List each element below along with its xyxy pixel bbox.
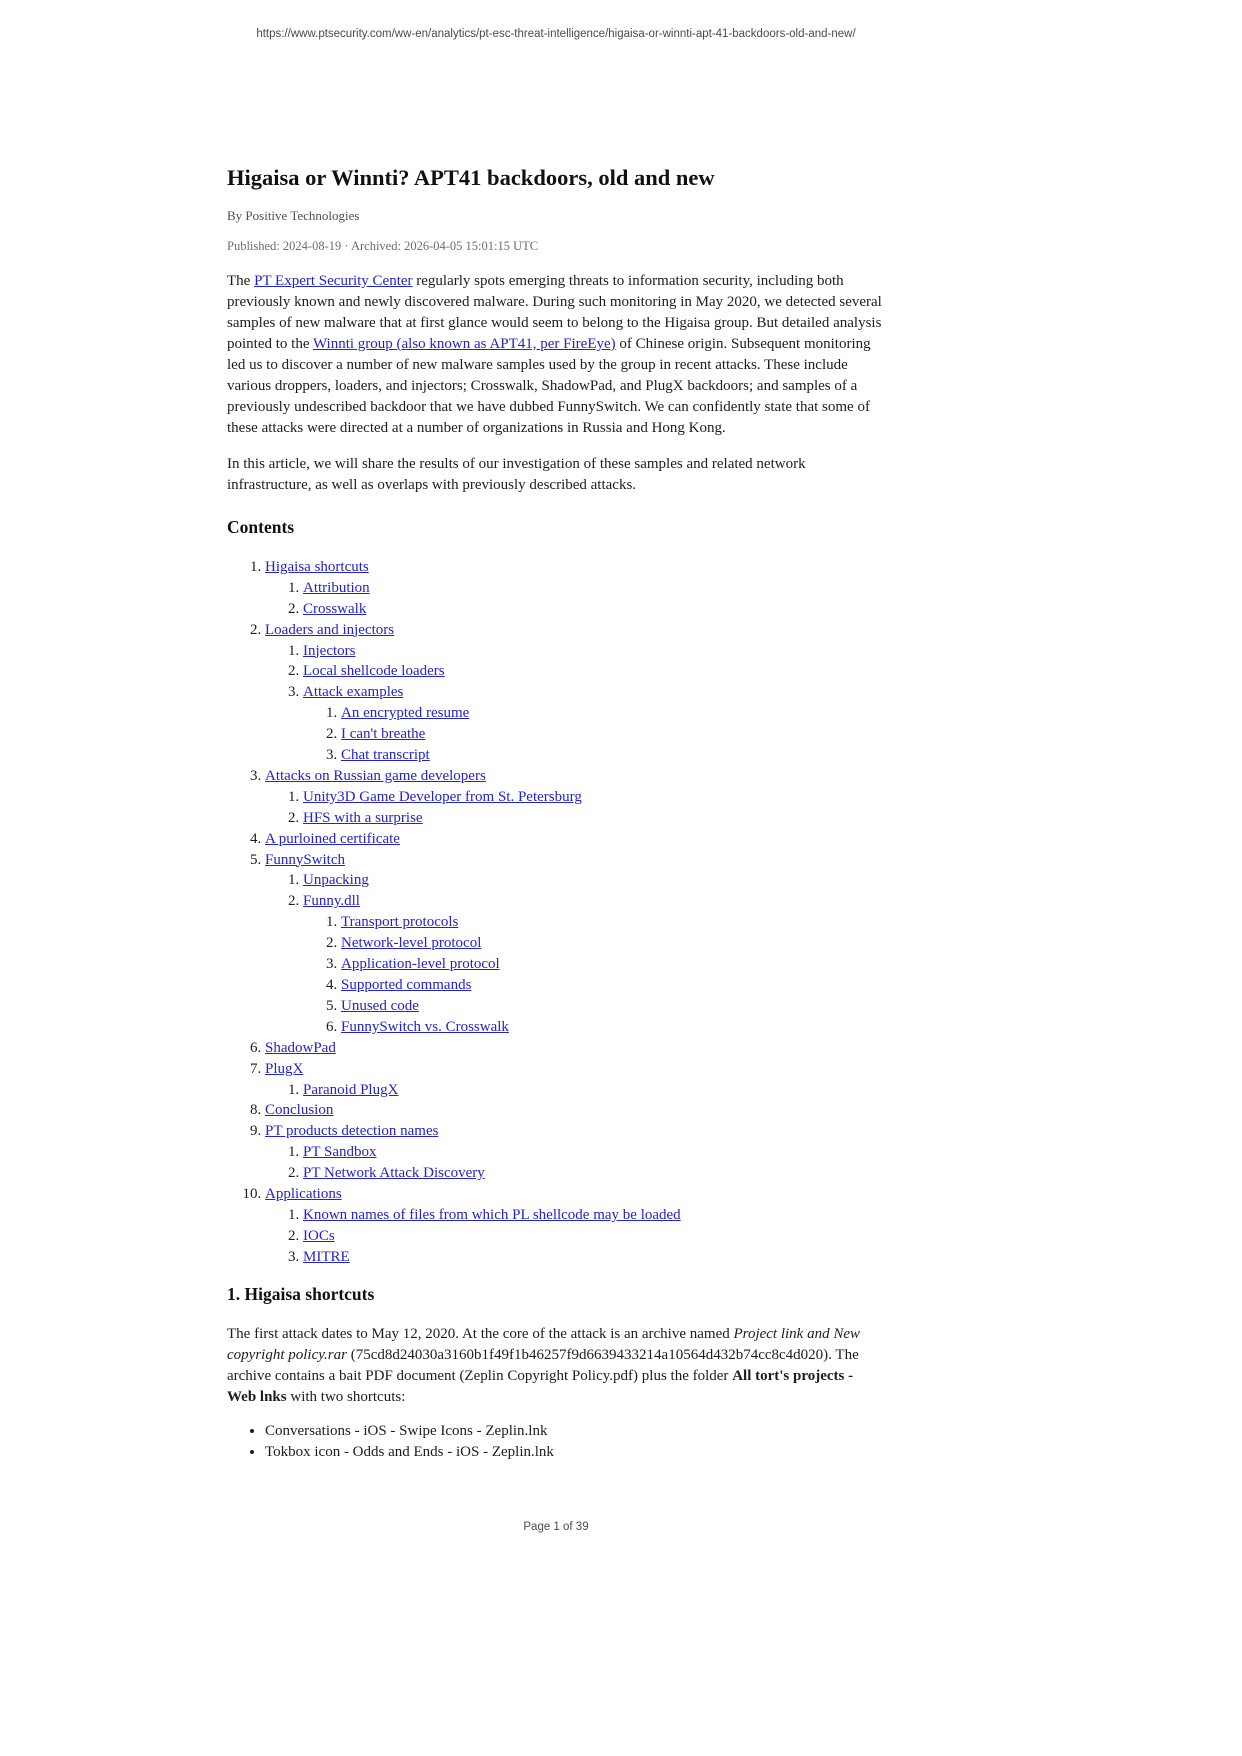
shortcut-list-item: • Tokbox icon - Odds and Ends - iOS - Zeplin.lnk — [265, 1442, 885, 1463]
contents-item — [303, 661, 885, 682]
contents-list-level-2 — [265, 641, 885, 766]
shortcut-list — [227, 1421, 885, 1463]
contents-item — [341, 703, 885, 724]
contents-item — [303, 1163, 885, 1184]
contents-item — [341, 996, 885, 1017]
contents-link[interactable]: Applications — [265, 1186, 342, 1203]
contents-item — [303, 599, 885, 620]
contents-list-level-1 — [227, 557, 885, 1268]
contents-item — [303, 787, 885, 808]
contents-link[interactable]: Unity3D Game Developer from St. Petersburg — [303, 788, 582, 805]
contents-link[interactable]: FunnySwitch — [265, 851, 346, 868]
inline-link[interactable]: PT Expert Security Center — [254, 273, 413, 289]
contents-item — [303, 808, 885, 829]
contents-item — [341, 954, 885, 975]
contents-item — [303, 891, 885, 1037]
inline-link[interactable]: Winnti group (also known as APT41, per FireEye) — [312, 336, 616, 352]
intro-paragraph-2 — [227, 454, 885, 496]
contents-link[interactable]: FunnySwitch vs. Crosswalk — [341, 1018, 509, 1035]
text-run: In this article, we will share the results of our investigation of these samples and related network infrastructure, as well as overlaps with previously described attacks. — [227, 456, 806, 493]
contents-list-level-3 — [303, 703, 885, 766]
contents-link[interactable]: Paranoid PlugX — [303, 1081, 399, 1098]
contents-list-level-3 — [303, 912, 885, 1037]
contents-link[interactable]: HFS with a surprise — [303, 809, 423, 826]
contents-item — [303, 641, 885, 662]
contents-link[interactable]: MITRE — [303, 1248, 350, 1265]
contents-item — [341, 933, 885, 954]
section-1-heading: 1. Higaisa shortcuts — [227, 1283, 375, 1304]
italic-text: Project link and New copyright policy.rar — [227, 1325, 861, 1363]
contents-item — [265, 766, 885, 829]
contents-item — [303, 1247, 885, 1268]
contents-item — [303, 870, 885, 891]
contents-link[interactable]: Local shellcode loaders — [303, 663, 445, 680]
contents-link[interactable]: PT products detection names — [265, 1123, 439, 1140]
print-footer-page-number: Page 1 of 39 — [523, 1521, 589, 1533]
contents-link[interactable]: Unpacking — [303, 872, 369, 889]
contents-link[interactable]: Known names of files from which PL shellcode may be loaded — [303, 1206, 681, 1223]
bold-text: All tort's projects - Web lnks — [227, 1367, 854, 1405]
contents-item — [265, 620, 885, 766]
contents-list-level-2 — [265, 870, 885, 1037]
contents-link[interactable]: Attacks on Russian game developers — [265, 767, 486, 784]
shortcut-list-item: • Conversations - iOS - Swipe Icons - Zeplin.lnk — [265, 1421, 885, 1442]
contents-link[interactable]: PT Sandbox — [303, 1144, 377, 1161]
text-run: with two shortcuts: — [286, 1388, 406, 1405]
contents-item — [303, 1226, 885, 1247]
contents-link[interactable]: Supported commands — [341, 977, 472, 993]
contents-item — [341, 912, 885, 933]
document-page — [227, 0, 885, 1756]
contents-item — [341, 975, 885, 996]
contents-item — [303, 1205, 885, 1226]
contents-link[interactable]: PT Network Attack Discovery — [303, 1165, 485, 1182]
contents-list-level-2 — [265, 787, 885, 829]
contents-item — [303, 682, 885, 766]
contents-list-level-2 — [265, 1142, 885, 1184]
contents-item — [265, 1121, 885, 1184]
contents-heading: Contents — [227, 517, 295, 537]
contents-link[interactable]: I can't breathe — [341, 726, 426, 743]
contents-item — [265, 557, 885, 620]
article-title: Higaisa or Winnti? APT41 backdoors, old and new — [227, 165, 715, 190]
contents-link[interactable]: IOCs — [303, 1227, 335, 1244]
contents-item — [303, 1080, 885, 1101]
contents-link[interactable]: Conclusion — [265, 1102, 334, 1119]
contents-item — [341, 724, 885, 745]
contents-item — [265, 850, 885, 1038]
contents-item — [265, 829, 885, 850]
print-header-url: https://www.ptsecurity.com/ww-en/analytics/pt-esc-threat-intelligence/higaisa-or-winnti-apt-41-backdoors-old-and-new/ — [256, 28, 856, 40]
intro-paragraph-1 — [227, 271, 885, 439]
table-of-contents — [227, 557, 885, 1268]
contents-item — [303, 578, 885, 599]
contents-link[interactable]: ShadowPad — [265, 1039, 336, 1056]
contents-item — [303, 1142, 885, 1163]
contents-list-level-2 — [265, 1080, 885, 1101]
text-run: The first attack dates to May 12, 2020. At the core of the attack is an archive named — [227, 1325, 734, 1342]
contents-list-level-2 — [265, 1205, 885, 1268]
contents-link[interactable]: Loaders and injectors — [265, 621, 395, 638]
text-run: The — [227, 273, 255, 289]
article-meta-line: Published: 2024-08-19 · Archived: 2026-04-05 15:01:15 UTC — [227, 239, 539, 253]
contents-link[interactable]: Chat transcript — [341, 747, 430, 764]
article-byline: By Positive Technologies — [227, 208, 360, 223]
contents-item — [265, 1184, 885, 1268]
contents-item — [265, 1038, 885, 1059]
contents-link[interactable]: Attribution — [303, 579, 370, 596]
contents-link[interactable]: Attack examples — [303, 684, 404, 701]
text-run: regularly spots emerging threats to information security, including both previously known and newly discovered malware. During such monitoring in May 2020, we detected several samples of new malware that at first glance would seem to belong to the Higaisa group. But detailed analysis pointed to the — [227, 273, 882, 352]
contents-item — [265, 1100, 885, 1121]
section-1-paragraph — [227, 1324, 885, 1408]
contents-item — [341, 745, 885, 766]
contents-list-level-2 — [265, 578, 885, 620]
contents-item — [265, 1059, 885, 1101]
contents-link[interactable]: Network-level protocol — [341, 935, 482, 952]
contents-link[interactable]: Crosswalk — [303, 600, 367, 617]
contents-link[interactable]: Funny.dll — [303, 893, 360, 910]
contents-link[interactable]: Unused code — [341, 997, 419, 1014]
contents-item — [341, 1017, 885, 1038]
contents-link[interactable]: Injectors — [303, 642, 356, 659]
contents-link[interactable]: Transport protocols — [341, 914, 459, 931]
contents-link[interactable]: Higaisa shortcuts — [265, 558, 369, 575]
contents-link[interactable]: Application-level protocol — [341, 956, 500, 973]
contents-link[interactable]: A purloined certificate — [265, 830, 400, 847]
text-run: (75cd8d24030a3160b1f49f1b46257f9d6639433214a10564d432b74cc8c4d020). The archive contains a bait PDF document (Zeplin Copyright Policy.pdf) plus the folder — [227, 1346, 859, 1384]
text-run: of Chinese origin. Subsequent monitoring led us to discover a number of new malware samples used by the group in recent attacks. These include various droppers, loaders, and injectors; Crosswalk, ShadowPad, and PlugX backdoors; and samples of a previously undescribed backdoor that we have dubbed FunnySwitch. We can confidently state that some of these attacks were directed at a number of organizations in Russia and Hong Kong. — [227, 336, 871, 436]
contents-link[interactable]: An encrypted resume — [341, 705, 470, 722]
contents-link[interactable]: PlugX — [265, 1060, 304, 1077]
